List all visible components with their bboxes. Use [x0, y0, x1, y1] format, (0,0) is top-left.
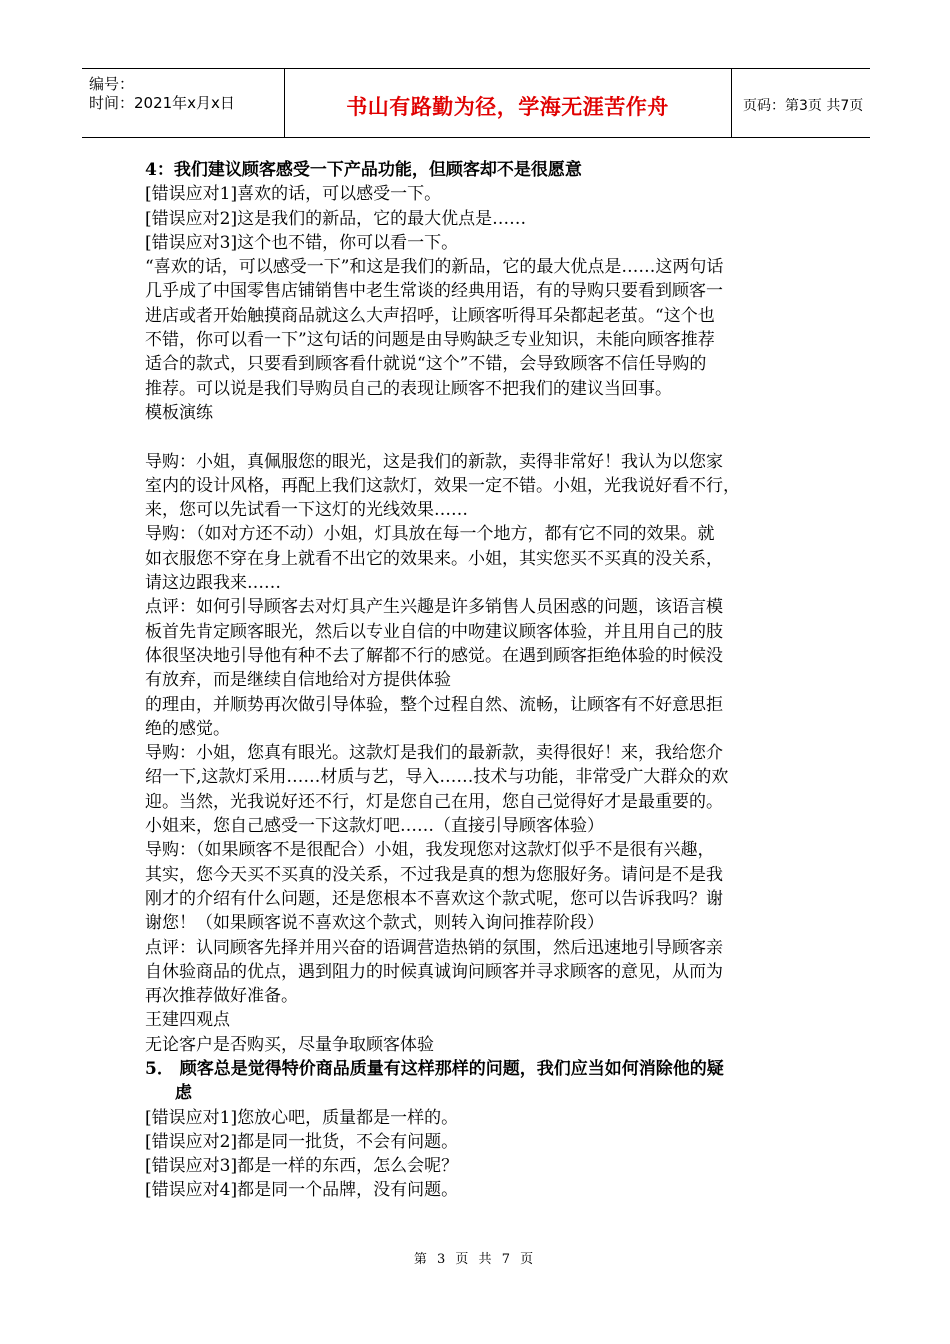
text-line: 导购：小姐，您真有眼光。这款灯是我们的最新款，卖得很好！来，我给您介	[145, 743, 723, 764]
header-motto: 书山有路勤为径，学海无涯苦作舟	[346, 95, 669, 119]
text-line: 进店或者开始触摸商品就这么大声招呼，让顾客听得耳朵都起老茧。“这个也	[145, 305, 715, 326]
text-line: 几乎成了中国零售店铺销售中老生常谈的经典用语，有的导购只要看到顾客一	[145, 281, 723, 302]
text-line: 有放弃，而是继续自信地给对方提供体验	[145, 670, 451, 691]
text-line: 来，您可以先试看一下这灯的光线效果……	[145, 500, 468, 521]
text-line: 模板演练	[145, 402, 213, 423]
text-line: 导购：（如果顾客不是很配合）小姐，我发现您对这款灯似乎不是很有兴趣，	[145, 840, 715, 861]
text-line: 绝的感觉。	[145, 718, 230, 739]
document-code-label: 编号：	[89, 75, 135, 93]
text-line: [错误应对1]喜欢的话，可以感受一下。	[145, 184, 442, 205]
text-line: 点评：认同顾客先择并用兴奋的语调营造热销的氛围，然后迅速地引导顾客亲	[145, 937, 723, 958]
text-line: [错误应对3]这个也不错，你可以看一下。	[145, 232, 459, 253]
text-line: 导购：小姐，真佩服您的眼光，这是我们的新款，卖得非常好！我认为以您家	[145, 451, 723, 472]
text-line: 体很坚决地引导他有种不去了解都不行的感觉。在遇到顾客拒绝体验的时候没	[145, 645, 723, 666]
text-line: 小姐来，您自己感受一下这款灯吧……（直接引导顾客体验）	[145, 816, 604, 837]
text-line: [错误应对4]都是同一个品牌，没有问题。	[145, 1180, 459, 1201]
text-line: [错误应对3]都是一样的东西，怎么会呢？	[145, 1156, 459, 1177]
text-line: 无论客户是否购买，尽量争取顾客体验	[145, 1034, 434, 1055]
text-line: 绍一下,这款灯采用……材质与艺，导入……技术与功能，非常受广大群众的欢	[145, 767, 729, 788]
text-line: 5． 顾客总是觉得特价商品质量有这样那样的问题，我们应当如何消除他的疑	[145, 1058, 724, 1079]
text-line: 谢您！（如果顾客说不喜欢这个款式，则转入询问推荐阶段）	[145, 913, 604, 934]
document-body	[145, 158, 805, 1203]
text-line: 适合的款式，只要看到顾客看什就说“这个”不错，会导致顾客不信任导购的	[145, 354, 707, 375]
header-page-cell	[731, 69, 870, 137]
text-line: [错误应对1]您放心吧，质量都是一样的。	[145, 1107, 459, 1128]
text-line: 其实，您今天买不买真的没关系，不过我是真的想为您服好务。请问是不是我	[145, 864, 723, 885]
text-line: 自休验商品的优点，遇到阻力的时候真诚询问顾客并寻求顾客的意见，从而为	[145, 961, 723, 982]
text-line: 板首先肯定顾客眼光，然后以专业自信的中吻建议顾客体验，并且用自己的肢	[145, 621, 723, 642]
page-footer: 第 3 页 共 7 页	[413, 1252, 537, 1267]
text-line: 4：我们建议顾客感受一下产品功能，但顾客却不是很愿意	[145, 160, 582, 180]
text-line: 刚才的介绍有什么问题，还是您根本不喜欢这个款式呢，您可以告诉我吗？谢	[145, 888, 723, 909]
text-line: 迎。当然，光我说好还不行，灯是您自己在用，您自己觉得好才是最重要的。	[145, 791, 723, 812]
text-line: [错误应对2]都是同一批货，不会有问题。	[145, 1131, 459, 1152]
text-line: 王建四观点	[145, 1010, 230, 1031]
header-meta-cell	[82, 69, 285, 137]
text-line: 导购：（如对方还不动）小姐，灯具放在每一个地方，都有它不同的效果。就	[145, 524, 715, 545]
text-line: “喜欢的话，可以感受一下”和这是我们的新品，它的最大优点是……这两句话	[145, 257, 724, 278]
text-line: 如衣服您不穿在身上就看不出它的效果来。小姐，其实您买不买真的没关系，	[145, 548, 723, 569]
header-page-number: 页码：第3页 共7页	[743, 98, 864, 114]
document-time-label: 时间：2021年x月x日	[89, 94, 235, 112]
text-line: 推荐。可以说是我们导购员自己的表现让顾客不把我们的建议当回事。	[145, 378, 672, 399]
page-header	[82, 68, 870, 138]
text-line: 室内的设计风格，再配上我们这款灯，效果一定不错。小姐，光我说好看不行，	[145, 475, 740, 496]
text-line: 请这边跟我来……	[145, 573, 281, 594]
text-line: 的理由，并顺势再次做引导体验，整个过程自然、流畅，让顾客有不好意思拒	[145, 694, 723, 715]
text-line: 点评：如何引导顾客去对灯具产生兴趣是许多销售人员困惑的问题，该语言模	[145, 597, 723, 618]
header-motto-cell	[284, 69, 732, 137]
blank-line	[145, 425, 805, 449]
text-line: 不错，你可以看一下”这句话的问题是由导购缺乏专业知识，未能向顾客推荐	[145, 330, 715, 351]
text-line: 虑	[175, 1083, 192, 1104]
text-line: [错误应对2]这是我们的新品，它的最大优点是……	[145, 208, 527, 229]
text-line: 再次推荐做好准备。	[145, 986, 298, 1007]
